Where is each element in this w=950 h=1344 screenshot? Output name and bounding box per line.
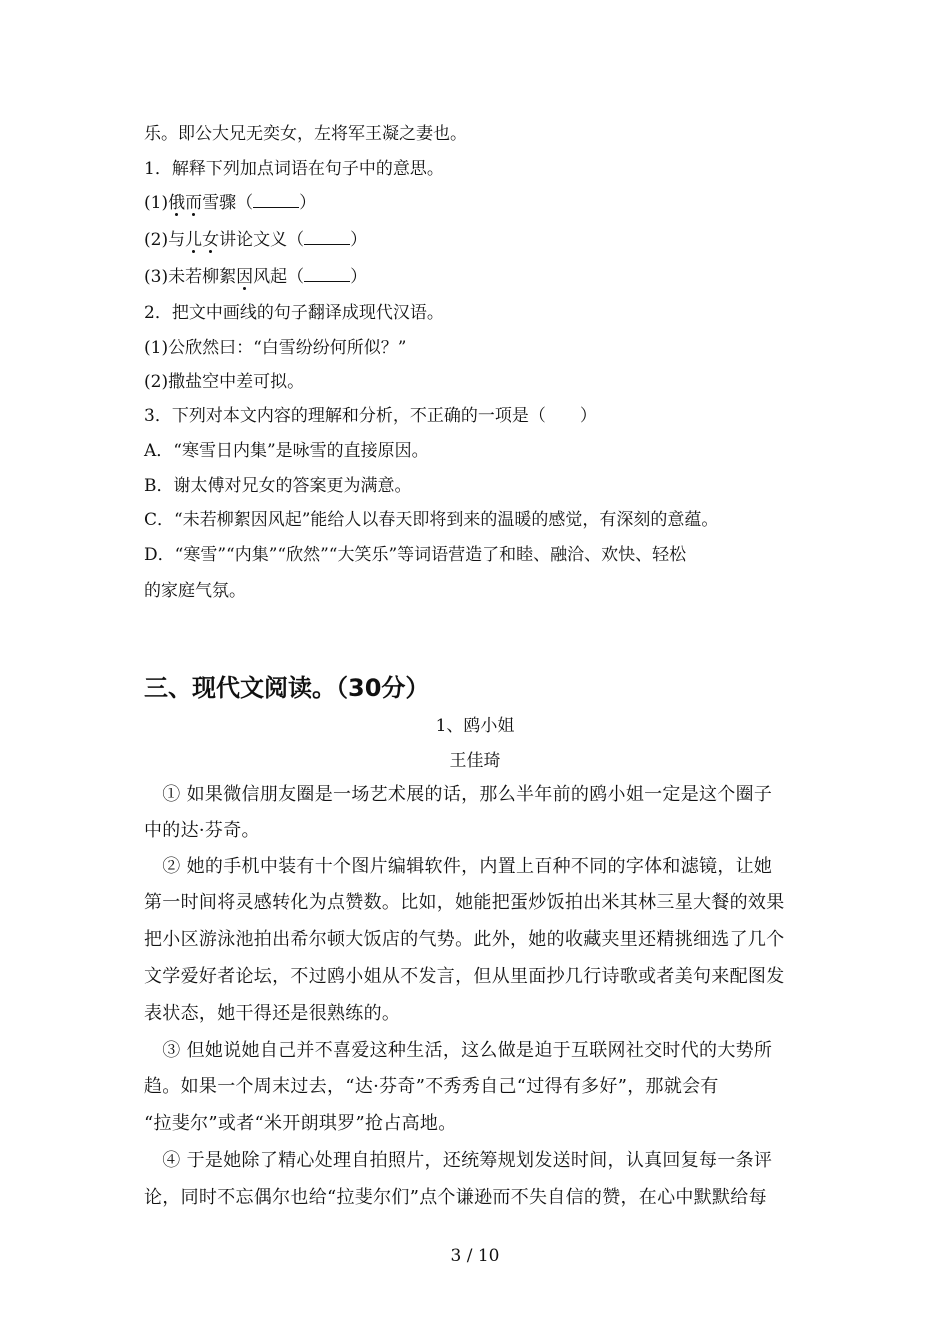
answer-blank — [304, 230, 350, 245]
paragraph-line: 把小区游泳池拍出希尔顿大饭店的气势。此外，她的收藏夹里还精挑细选了几个 — [144, 929, 785, 950]
vocab-item-3: (3)未若柳絮因风起（ ） — [144, 267, 368, 287]
question-3: 3．下列对本文内容的理解和分析，不正确的一项是（ ） — [144, 406, 597, 426]
section-heading: 三、现代文阅读。（30分） — [144, 674, 430, 702]
paragraph-line: ① 如果微信朋友圈是一场艺术展的话，那么半年前的鸥小姐一定是这个圈子 — [144, 784, 773, 805]
option-b: B．谢太傅对兄女的答案更为满意。 — [144, 476, 412, 496]
paragraph-line: ③ 但她说她自己并不喜爱这种生活，这么做是迫于互联网社交时代的大势所 — [144, 1040, 773, 1061]
paragraph-line: 文学爱好者论坛，不过鸥小姐从不发言，但从里面抄几行诗歌或者美句来配图发 — [144, 966, 785, 987]
paragraph-line: 论，同时不忘偶尔也给“拉斐尔们”点个谦逊而不失自信的赞，在心中默默给每 — [144, 1187, 767, 1208]
dotted-word: 而 — [185, 193, 203, 213]
question-1: 1．解释下列加点词语在句子中的意思。 — [144, 159, 444, 179]
dotted-word: 儿 — [185, 230, 203, 250]
answer-blank — [304, 267, 350, 282]
vocab-item-2: (2)与儿女讲论文义（ ） — [144, 230, 368, 250]
option-c: C．“未若柳絮因风起”能给人以春天即将到来的温暖的感觉，有深刻的意蕴。 — [144, 510, 719, 530]
page-number: 3 / 10 — [450, 1246, 500, 1266]
paragraph-line: ④ 于是她除了精心处理自拍照片，还统筹规划发送时间，认真回复每一条评 — [144, 1150, 773, 1171]
option-d-continued: 的家庭气氛。 — [144, 581, 246, 601]
sub-question: (1)公欣然曰：“白雪纷纷何所似？” — [144, 338, 407, 358]
paragraph-line: 第一时间将灵感转化为点赞数。比如，她能把蛋炒饭拍出米其林三星大餐的效果 — [144, 892, 785, 913]
dotted-word: 俄 — [168, 193, 186, 213]
option-a: A．“寒雪日内集”是咏雪的直接原因。 — [144, 441, 429, 461]
vocab-item-1: (1)俄而雪骤（ ） — [144, 193, 317, 213]
paragraph-line: 中的达·芬奇。 — [144, 820, 260, 841]
paragraph-line: ② 她的手机中装有十个图片编辑软件，内置上百种不同的字体和滤镜，让她 — [144, 856, 773, 877]
question-2: 2．把文中画线的句子翻译成现代汉语。 — [144, 303, 444, 323]
paragraph-line: 趋。如果一个周末过去，“达·芬奇”不秀秀自己“过得有多好”，那就会有 — [144, 1076, 719, 1097]
paragraph-line: “拉斐尔”或者“米开朗琪罗”抢占高地。 — [144, 1113, 457, 1134]
article-title: 1、鸥小姐 — [435, 716, 515, 736]
sub-question: (2)撒盐空中差可拟。 — [144, 372, 305, 392]
answer-blank — [253, 193, 299, 208]
text-line: 乐。即公大兄无奕女，左将军王凝之妻也。 — [144, 124, 467, 144]
paragraph-line: 表状态，她干得还是很熟练的。 — [144, 1003, 401, 1024]
option-d: D．“寒雪”“内集”“欣然”“大笑乐”等词语营造了和睦、融洽、欢快、轻松 — [144, 545, 687, 565]
dotted-word: 女 — [202, 230, 220, 250]
article-author: 王佳琦 — [449, 751, 501, 771]
dotted-word: 因 — [236, 267, 254, 287]
